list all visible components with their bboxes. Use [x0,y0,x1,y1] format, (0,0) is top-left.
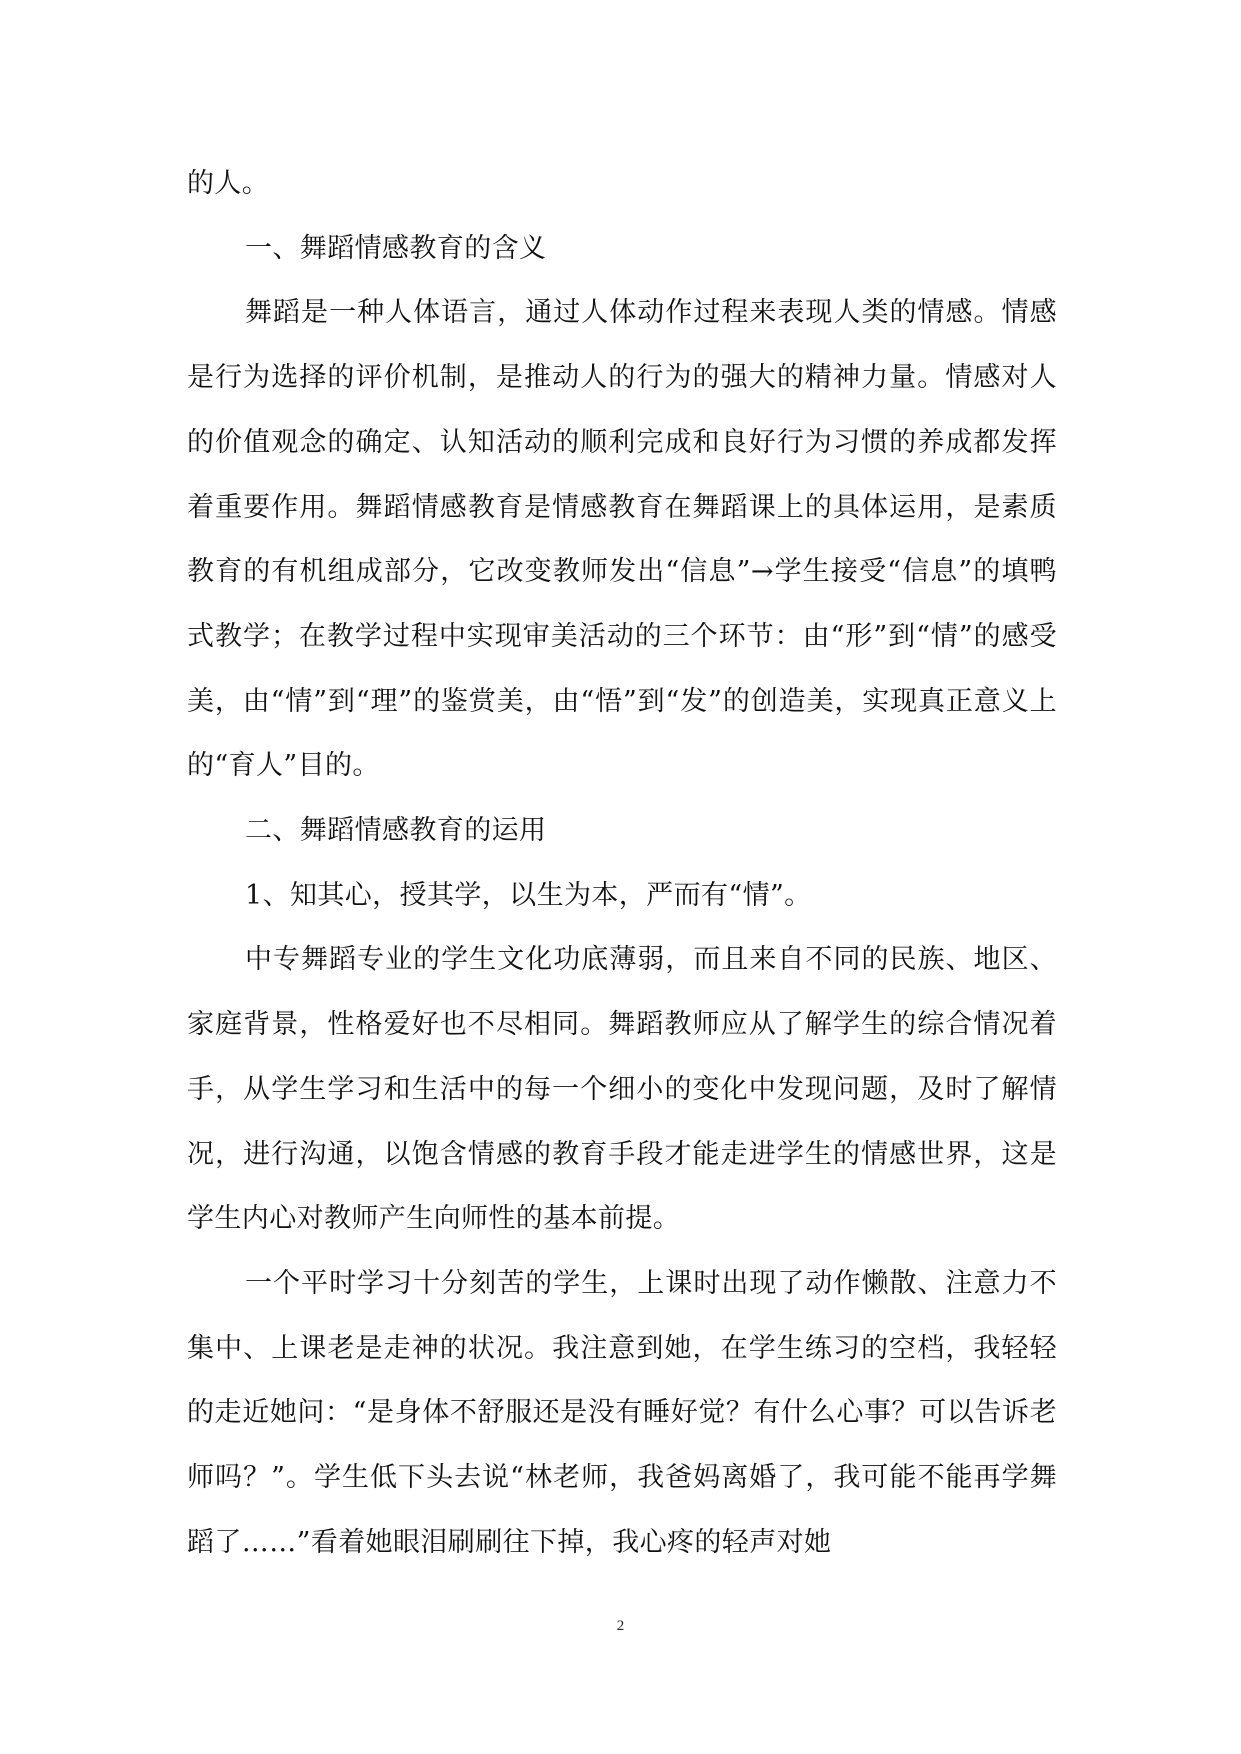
page-number: 2 [616,1618,625,1634]
body-text [187,152,1057,1575]
section-heading-application: 二、舞蹈情感教育的运用 [245,815,547,847]
subheading-point-1: 1、知其心，授其学，以生为本，严而有“情”。 [245,879,812,911]
paragraph-continuation: 的人。 [187,168,270,199]
paragraph-students: 中专舞蹈专业的学生文化功底薄弱，而且来自不同的民族、地区、家庭背景，性格爱好也不尽相同。舞蹈教师应从了解学生的综合情况着手，从学生学习和生活中的每一个细小的变化中发现问题，及时了解情况，进行沟通，以饱含情感的教育手段才能走进学生的情感世界，这是学生内心对教师产生向师性的基本前提。 [187,944,1057,1235]
paragraph-example: 一个平时学习十分刻苦的学生，上课时出现了动作懒散、注意力不集中、上课老是走神的状况。我注意到她，在学生练习的空档，我轻轻的走近她问：“是身体不舒服还是没有睡好觉？有什么心事？可以告诉老师吗？”。学生低下头去说“林老师，我爸妈离婚了，我可能不能再学舞蹈了……”看着她眼泪刷刷往下掉，我心疼的轻声对她 [187,1267,1057,1558]
section-heading-meaning: 一、舞蹈情感教育的含义 [245,232,547,264]
paragraph-definition: 舞蹈是一种人体语言，通过人体动作过程来表现人类的情感。情感是行为选择的评价机制，是推动人的行为的强大的精神力量。情感对人的价值观念的确定、认知活动的顺利完成和良好行为习惯的养成都发挥着重要作用。舞蹈情感教育是情感教育在舞蹈课上的具体运用，是素质教育的有机组成部分，它改变教师发出“信息”→学生接受“信息”的填鸭式教学；在教学过程中实现审美活动的三个环节：由“形”到“情”的感受美，由“情”到“理”的鉴赏美，由“悟”到“发”的创造美，实现真正意义上的“育人”目的。 [187,297,1057,782]
